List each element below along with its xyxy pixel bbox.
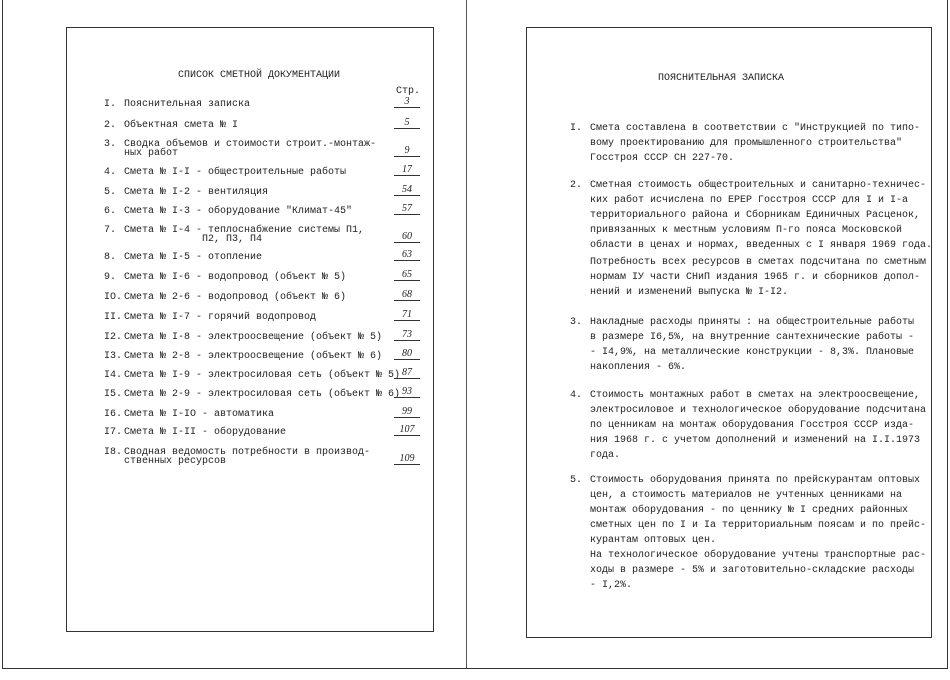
note-number: I. xyxy=(570,123,583,134)
note-number: 4. xyxy=(570,390,583,401)
note-line: - I,2%. xyxy=(590,580,633,591)
toc-page-number: 17 xyxy=(394,164,420,176)
note-line: курантам оптовых цен. xyxy=(590,535,717,546)
toc-item-title-cont: ных работ xyxy=(124,148,179,159)
toc-item-number: 9. xyxy=(104,272,117,283)
note-line: Сметная стоимость общестроительных и санитарно-техничес- xyxy=(590,180,927,191)
toc-page-number: 63 xyxy=(394,249,420,261)
note-line: года. xyxy=(590,450,621,461)
note-line: территориального района и Сборникам Единичных Расценок, xyxy=(590,210,921,221)
toc-page-number: 65 xyxy=(394,269,420,281)
toc-item-number: 5. xyxy=(104,187,117,198)
toc-item-title: Смета № I-2 - вентиляция xyxy=(124,187,269,198)
toc-item-title: Смета № I-5 - отопление xyxy=(124,252,263,263)
note-line: Потребность всех ресурсов в сметах подсчитана по сметным xyxy=(590,257,927,268)
toc-item-title: Смета № I-9 - электросиловая сеть (объект № 5) xyxy=(124,370,401,381)
toc-item-title: Объектная смета № I xyxy=(124,120,239,131)
toc-item-title: Смета № I-7 - горячий водопровод xyxy=(124,312,317,323)
toc-item-number: I8. xyxy=(104,447,123,458)
note-line: привязанных к местным условиям П-го пояса Московской xyxy=(590,225,903,236)
toc-page-number: 107 xyxy=(394,424,420,436)
toc-item-number: 4. xyxy=(104,167,117,178)
page-column-header: Стр. xyxy=(396,86,421,97)
toc-item-number: I5. xyxy=(104,389,123,400)
toc-item-title: Смета № I-4 - теплоснабжение системы П1, xyxy=(124,225,365,236)
note-line: накопления - 6%. xyxy=(590,362,687,373)
note-line: На технологическое оборудование учтены транспортные рас- xyxy=(590,550,927,561)
page-divider xyxy=(466,0,467,668)
toc-item-title: Смета № I-6 - водопровод (объект № 5) xyxy=(124,272,347,283)
note-line: ния 1968 г. с учетом дополнений и изменений на I.I.1973 xyxy=(590,435,921,446)
toc-item-title: Смета № 2-9 - электросиловая сеть (объект № 6) xyxy=(124,389,401,400)
toc-page-number: 73 xyxy=(394,329,420,341)
note-line: монтаж оборудования - по ценнику № I средних районных xyxy=(590,505,909,516)
toc-item-title: Смета № I-3 - оборудование "Климат-45" xyxy=(124,206,353,217)
toc-page-number: 80 xyxy=(394,348,420,360)
left-page-title: СПИСОК СМЕТНОЙ ДОКУМЕНТАЦИИ xyxy=(178,70,341,81)
toc-page-number: 87 xyxy=(394,367,420,379)
toc-page-number: 60 xyxy=(394,231,420,243)
toc-item-number: I6. xyxy=(104,409,123,420)
toc-page-number: 68 xyxy=(394,289,420,301)
toc-item-number: I7. xyxy=(104,427,123,438)
note-line: Накладные расходы приняты : на общестроительные работы xyxy=(590,317,915,328)
toc-item-number: 7. xyxy=(104,225,117,236)
toc-item-title: Смета № 2-8 - электроосвещение (объект № 6) xyxy=(124,351,383,362)
toc-item-title: Смета № I-I - общестроительные работы xyxy=(124,167,347,178)
toc-item-number: II. xyxy=(104,312,123,323)
right-page-title: ПОЯСНИТЕЛЬНАЯ ЗАПИСКА xyxy=(658,73,785,84)
note-line: Стоимость монтажных работ в сметах на электроосвещение, xyxy=(590,390,921,401)
left-page-frame xyxy=(66,27,434,632)
note-line: нормам IУ части СНиП издания 1965 г. и сборников допол- xyxy=(590,272,921,283)
toc-item-number: I4. xyxy=(104,370,123,381)
toc-item-number: 8. xyxy=(104,252,117,263)
toc-page-number: 9 xyxy=(394,145,420,157)
note-line: ких работ исчислена по ЕРЕР Госстроя СССР для I и I-а xyxy=(590,195,909,206)
toc-item-title: Сводная ведомость потребности в производ- xyxy=(124,447,371,458)
toc-item-number: I. xyxy=(104,99,117,110)
note-line: вому проектированию для промышленного строительства" xyxy=(590,138,903,149)
note-number: 3. xyxy=(570,317,583,328)
note-line: - I4,9%, на металлические конструкции - 8,3%. Плановые xyxy=(590,347,915,358)
toc-page-number: 5 xyxy=(394,117,420,129)
toc-page-number: 109 xyxy=(394,453,420,465)
note-line: области в ценах и нормах, введенных с I января 1969 года. xyxy=(590,240,933,251)
note-line: Смета составлена в соответствии с "Инструкцией по типо- xyxy=(590,123,921,134)
note-line: в размере I6,5%, на внутренние сантехнические работы - xyxy=(590,332,915,343)
note-line: по ценникам на монтаж оборудования Госстроя СССР изда- xyxy=(590,420,915,431)
note-line: цен, а стоимость материалов не учтенных ценниками на xyxy=(590,490,903,501)
toc-item-number: I3. xyxy=(104,351,123,362)
toc-item-title: Пояснительная записка xyxy=(124,99,251,110)
note-number: 5. xyxy=(570,475,583,486)
toc-item-number: I2. xyxy=(104,332,123,343)
toc-item-title: Смета № I-8 - электроосвещение (объект № 5) xyxy=(124,332,383,343)
toc-item-title-cont: П2, П3, П4 xyxy=(202,234,263,245)
note-line: Госстроя СССР СН 227-70. xyxy=(590,153,735,164)
toc-page-number: 57 xyxy=(394,203,420,215)
toc-item-number: 3. xyxy=(104,139,117,150)
toc-page-number: 3 xyxy=(394,96,420,108)
note-number: 2. xyxy=(570,180,583,191)
toc-item-title: Смета № 2-6 - водопровод (объект № 6) xyxy=(124,292,347,303)
note-line: электросиловое и технологическое оборудование подсчитана xyxy=(590,405,927,416)
toc-item-title: Смета № I-IO - автоматика xyxy=(124,409,275,420)
toc-item-number: 6. xyxy=(104,206,117,217)
toc-page-number: 71 xyxy=(394,309,420,321)
toc-item-title: Сводка объемов и стоимости строит.-монтаж- xyxy=(124,139,377,150)
toc-item-number: 2. xyxy=(104,120,117,131)
toc-item-number: IO. xyxy=(104,292,123,303)
toc-page-number: 54 xyxy=(394,184,420,196)
note-line: сметных цен по I и Iа территориальным поясам и по прейс- xyxy=(590,520,927,531)
toc-item-title-cont: ственных ресурсов xyxy=(124,456,227,467)
note-line: Стоимость оборудования принята по прейскурантам оптовых xyxy=(590,475,921,486)
note-line: ходы в размере - 5% и заготовительно-складские расходы xyxy=(590,565,915,576)
toc-item-title: Смета № I-II - оборудование xyxy=(124,427,287,438)
note-line: нений и изменений выпуска № I-I2. xyxy=(590,287,789,298)
toc-page-number: 93 xyxy=(394,386,420,398)
toc-page-number: 99 xyxy=(394,406,420,418)
